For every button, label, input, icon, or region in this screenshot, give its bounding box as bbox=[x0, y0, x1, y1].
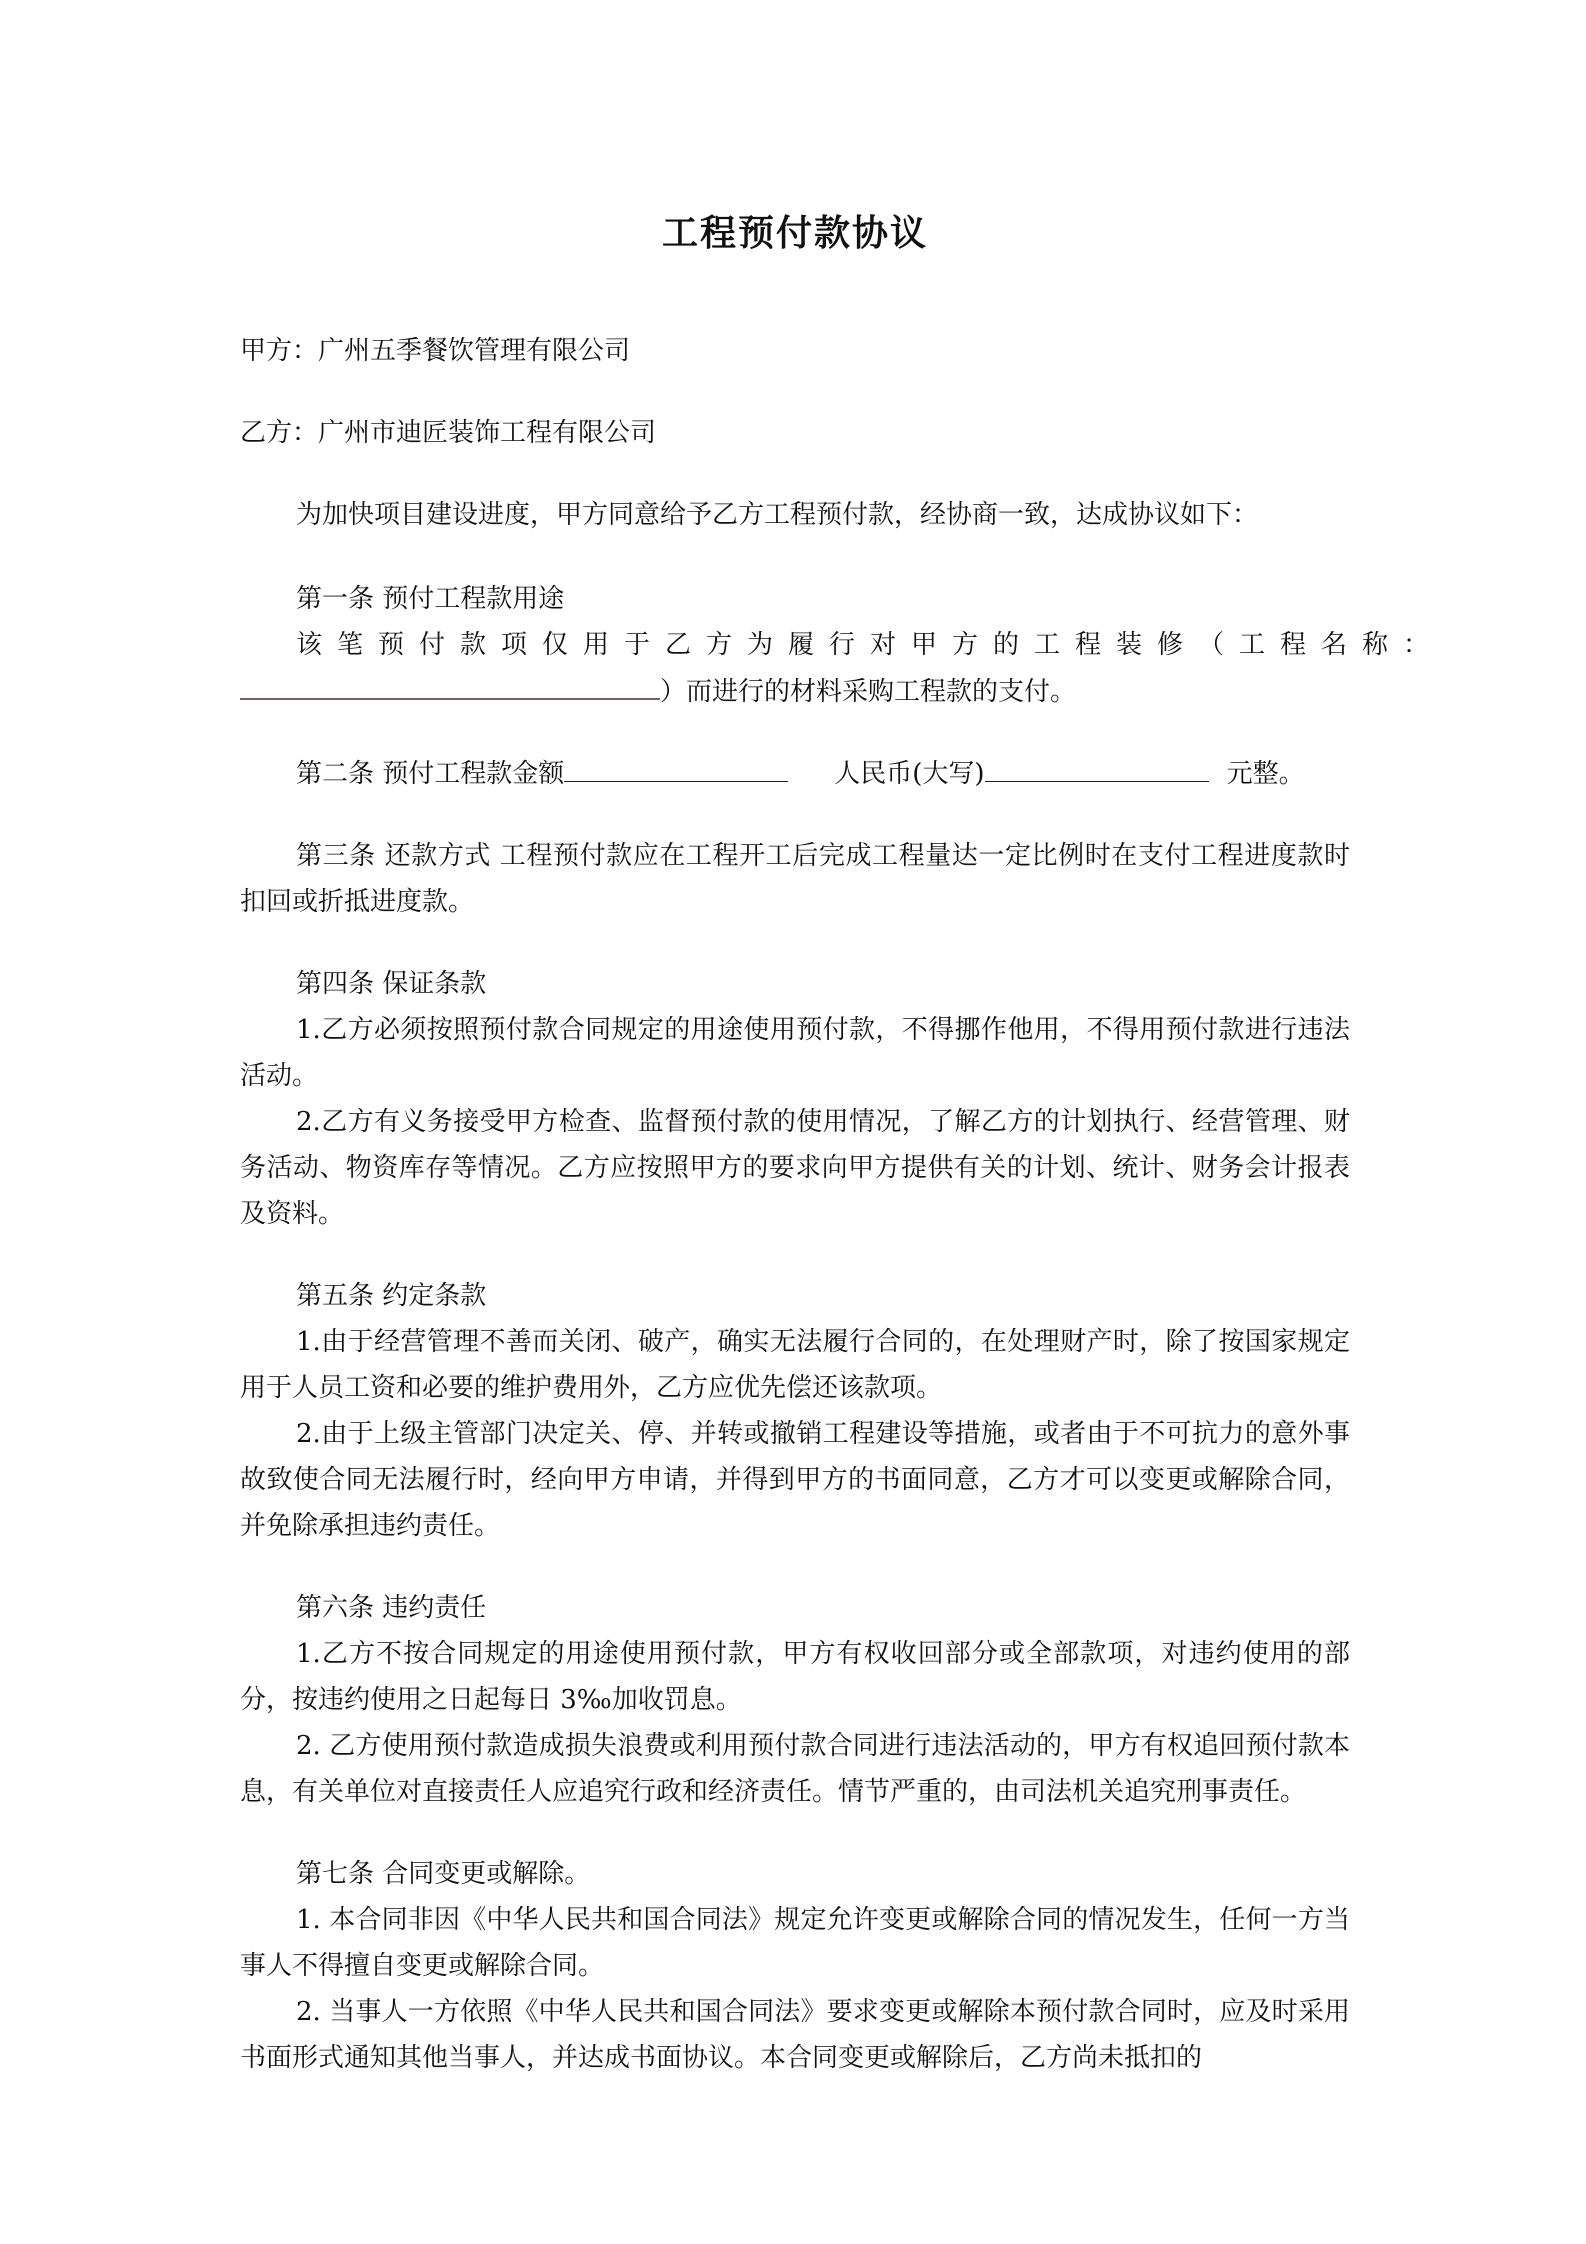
article-5-heading: 第五条 约定条款 bbox=[296, 1281, 487, 1311]
article-7-p1: 1. 本合同非因《中华人民共和国合同法》规定允许变更或解除合同的情况发生，任何一方当事人不得擅自变更或解除合同。 bbox=[240, 1905, 1350, 1981]
article-6-p1: 1.乙方不按合同规定的用途使用预付款，甲方有权收回部分或全部款项，对违约使用的部分，按违约使用之日起每日 3‰加收罚息。 bbox=[240, 1639, 1350, 1715]
article-5-p2: 2.由于上级主管部门决定关、停、并转或撤销工程建设等措施，或者由于不可抗力的意外事故致使合同无法履行时，经向甲方申请，并得到甲方的书面同意，乙方才可以变更或解除合同，并免除承担违约责任。 bbox=[240, 1419, 1350, 1541]
article-1 bbox=[240, 576, 1445, 715]
party-a: 甲方：广州五季餐饮管理有限公司 bbox=[240, 336, 631, 366]
article-4-p1: 1.乙方必须按照预付款合同规定的用途使用预付款，不得挪作他用，不得用预付款进行违法活动。 bbox=[240, 1015, 1350, 1091]
document-title: 工程预付款协议 bbox=[661, 212, 928, 254]
article-1-heading: 第一条 预付工程款用途 bbox=[296, 584, 565, 614]
article-2-middle: 人民币(大写) bbox=[834, 759, 985, 789]
article-3 bbox=[240, 833, 1350, 925]
article-2-suffix: 元整。 bbox=[1226, 759, 1305, 789]
article-1-line2 bbox=[240, 668, 1350, 715]
article-2-line bbox=[240, 751, 1350, 797]
article-6-p2: 2. 乙方使用预付款造成损失浪费或利用预付款合同进行违法活动的，甲方有权追回预付款本息，有关单位对直接责任人应追究行政和经济责任。情节严重的，由司法机关追究刑事责任。 bbox=[240, 1731, 1350, 1807]
amount-capital-blank bbox=[985, 753, 1209, 782]
article-5 bbox=[240, 1273, 1350, 1549]
article-6-heading: 第六条 违约责任 bbox=[296, 1593, 487, 1623]
article-7 bbox=[240, 1851, 1350, 2081]
article-4 bbox=[240, 961, 1350, 1237]
article-2-prefix: 第二条 预付工程款金额 bbox=[296, 759, 565, 789]
article-1-line2-text: ）而进行的材料采购工程款的支付。 bbox=[660, 677, 1077, 707]
intro-paragraph: 为加快项目建设进度，甲方同意给予乙方工程预付款，经协商一致，达成协议如下： bbox=[296, 500, 1259, 530]
party-b: 乙方：广州市迪匠装饰工程有限公司 bbox=[240, 418, 657, 448]
article-2 bbox=[240, 751, 1350, 797]
document-body bbox=[240, 200, 1445, 2117]
article-7-p2: 2. 当事人一方依照《中华人民共和国合同法》要求变更或解除本预付款合同时，应及时采用书面形式通知其他当事人，并达成书面协议。本合同变更或解除后，乙方尚未抵扣的 bbox=[240, 1997, 1350, 2073]
article-6 bbox=[240, 1585, 1350, 1815]
article-4-heading: 第四条 保证条款 bbox=[296, 969, 487, 999]
project-name-blank bbox=[240, 668, 660, 700]
amount-blank bbox=[564, 753, 788, 782]
article-5-p1: 1.由于经营管理不善而关闭、破产，确实无法履行合同的，在处理财产时，除了按国家规定用于人员工资和必要的维护费用外，乙方应优先偿还该款项。 bbox=[240, 1327, 1350, 1403]
article-3-text: 第三条 还款方式 工程预付款应在工程开工后完成工程量达一定比例时在支付工程进度款时扣回或折抵进度款。 bbox=[240, 841, 1350, 917]
article-4-p2: 2.乙方有义务接受甲方检查、监督预付款的使用情况，了解乙方的计划执行、经营管理、财务活动、物资库存等情况。乙方应按照甲方的要求向甲方提供有关的计划、统计、财务会计报表及资料。 bbox=[240, 1107, 1350, 1229]
article-1-line1: 该笔预付款项仅用于乙方为履行对甲方的工程装修（工程名称： bbox=[296, 630, 1445, 660]
article-7-heading: 第七条 合同变更或解除。 bbox=[296, 1859, 591, 1889]
